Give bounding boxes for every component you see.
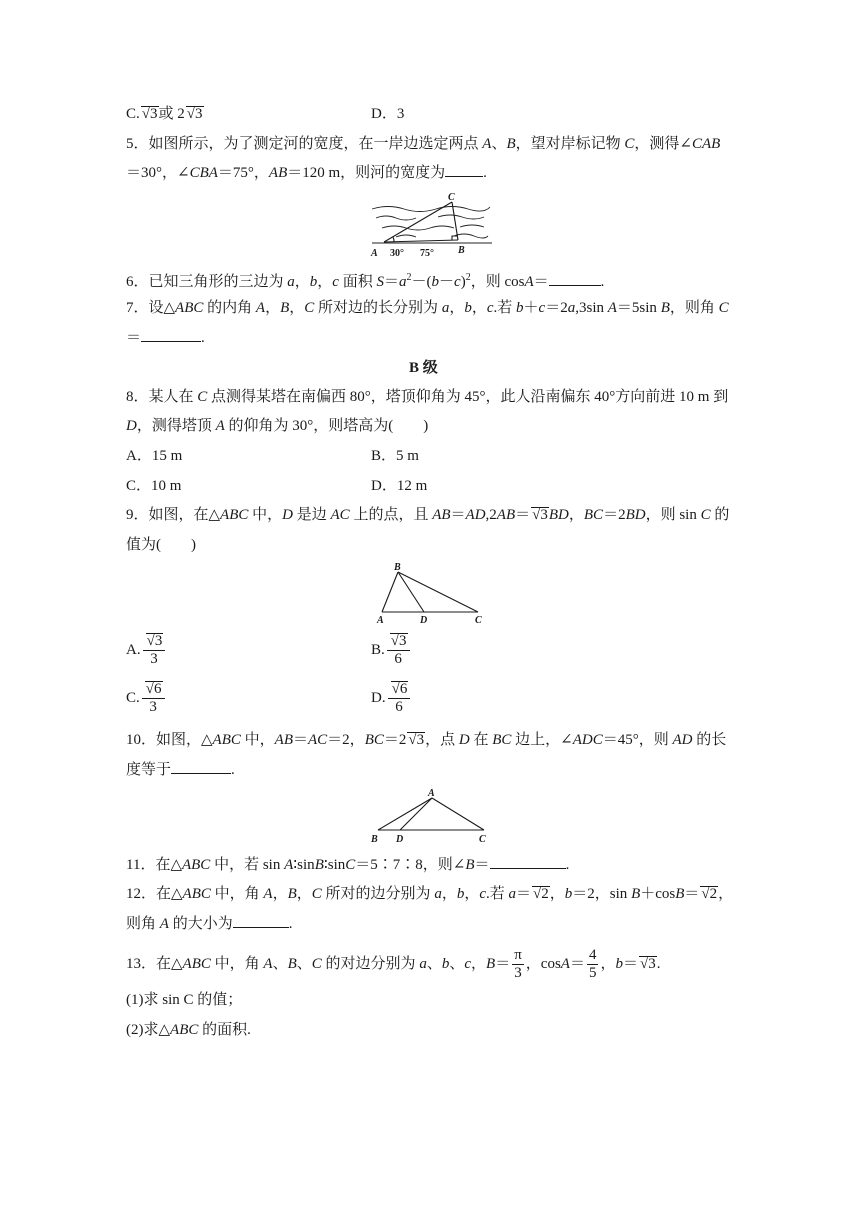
q5-line1: 5．如图所示，为了测定河的宽度，在一岸边选定两点 A、B，望对岸标记物 C，测得∠CAB bbox=[126, 136, 721, 152]
q7-line1: 7．设△ABC 的内角 A，B，C 所对边的长分别为 a，b，c.若 b＋c＝2a,3sin A＝5sin B，则角 C bbox=[126, 300, 729, 316]
q8-option-d: D．12 m bbox=[371, 478, 428, 494]
q9-line2: 值为( ) bbox=[126, 537, 196, 553]
triangle-figure-q10 bbox=[366, 784, 492, 846]
q11: 11．在△ABC 中，若 sin A∶sinB∶sinC＝5∶7∶8，则∠B＝ . bbox=[126, 857, 570, 873]
label-d: D bbox=[396, 834, 404, 845]
line-bc bbox=[398, 572, 478, 612]
answer-blank bbox=[233, 927, 289, 928]
answer-blank bbox=[171, 773, 231, 774]
q9-line1: 9．如图，在△ABC 中，D 是边 AC 上的点，且 AB＝AD,2AB＝√ 3BD，BC＝2BD，则 sin C 的 bbox=[126, 505, 729, 525]
q13-sub2: (2)求△ABC 的面积. bbox=[126, 1022, 251, 1038]
q7-line2: ＝ . bbox=[126, 330, 205, 346]
q9-option-a: A. √ $\frac{3}{3}$ bbox=[126, 632, 167, 668]
answer-blank bbox=[141, 341, 201, 342]
label-c: C bbox=[448, 192, 455, 203]
q10-line2: 度等于 . bbox=[126, 762, 235, 778]
q13-stem: 13．在△ABC 中，角 A、B、C 的对边分别为 a、b、c，B＝ $\frac{\pi}{3}$ ，cosA＝ $\frac{4}{5}$ ，b＝√ 3. bbox=[126, 944, 661, 984]
fraction-4-over-5: $\frac{4}{5}$ bbox=[588, 947, 597, 982]
label-a: A bbox=[428, 788, 435, 799]
label-b: B bbox=[394, 562, 401, 573]
answer-blank bbox=[549, 285, 601, 286]
label-b: B bbox=[371, 834, 378, 845]
q9-option-b: B. √ $\frac{3}{6}$ bbox=[371, 632, 412, 668]
q8-line2: D，测得塔顶 A 的仰角为 30°，则塔高为( ) bbox=[126, 418, 429, 434]
q8-option-b: B．5 m bbox=[371, 448, 419, 464]
river-figure bbox=[368, 190, 492, 262]
angle-a-label: 30° bbox=[390, 248, 404, 259]
line-ab bbox=[384, 240, 458, 242]
q13-sub1: (1)求 sin C 的值； bbox=[126, 992, 243, 1008]
q9-option-c: C. √ $\frac{6}{3}$ bbox=[126, 680, 167, 716]
answer-blank bbox=[445, 176, 483, 177]
q8-option-a: A．15 m bbox=[126, 448, 183, 464]
line-cb bbox=[452, 202, 458, 240]
q12-line1: 12．在△ABC 中，角 A，B，C 所对的边分别为 a，b，c.若 a＝√ 2，b＝2，sin B＋cosB＝√ 2， bbox=[126, 884, 733, 904]
q10-line1: 10．如图，△ABC 中，AB＝AC＝2，BC＝2√ 3，点 D 在 BC 边上，∠ADC＝45°，则 AD 的长 bbox=[126, 730, 726, 750]
label-c: C bbox=[475, 615, 482, 626]
q12-line2: 则角 A 的大小为 . bbox=[126, 916, 293, 932]
q4-option-d: D．3 bbox=[371, 106, 405, 122]
q8-option-c: C．10 m bbox=[126, 478, 182, 494]
label-d: D bbox=[420, 615, 428, 626]
q9-option-d: D. √ $\frac{6}{6}$ bbox=[371, 680, 412, 716]
line-ab bbox=[382, 572, 398, 612]
line-ac bbox=[432, 798, 484, 830]
label-a: A bbox=[371, 248, 378, 259]
answer-blank bbox=[490, 868, 566, 869]
fraction-pi-over-3: $\frac{\pi}{3}$ bbox=[514, 947, 522, 982]
q5-line2: ＝30°，∠CBA＝75°，AB＝120 m，则河的宽度为 . bbox=[126, 165, 487, 181]
line-ac bbox=[384, 202, 452, 242]
q4-option-c: C.√ 3或 2√ 3 bbox=[126, 104, 204, 124]
angle-b-label: 75° bbox=[420, 248, 434, 259]
triangle-figure-q9 bbox=[372, 560, 490, 626]
label-b: B bbox=[458, 245, 465, 256]
label-a: A bbox=[377, 615, 384, 626]
q6: 6．已知三角形的三边为 a，b，c 面积 $S=a^2-(b-c)^2$，则 cosA＝ . bbox=[126, 272, 605, 290]
section-b-heading: B 级 bbox=[409, 360, 438, 376]
q8-line1: 8．某人在 C 点测得某塔在南偏西 80°，塔顶仰角为 45°，此人沿南偏东 40°方向前进 10 m 到 bbox=[126, 389, 729, 405]
label-c: C bbox=[479, 834, 486, 845]
